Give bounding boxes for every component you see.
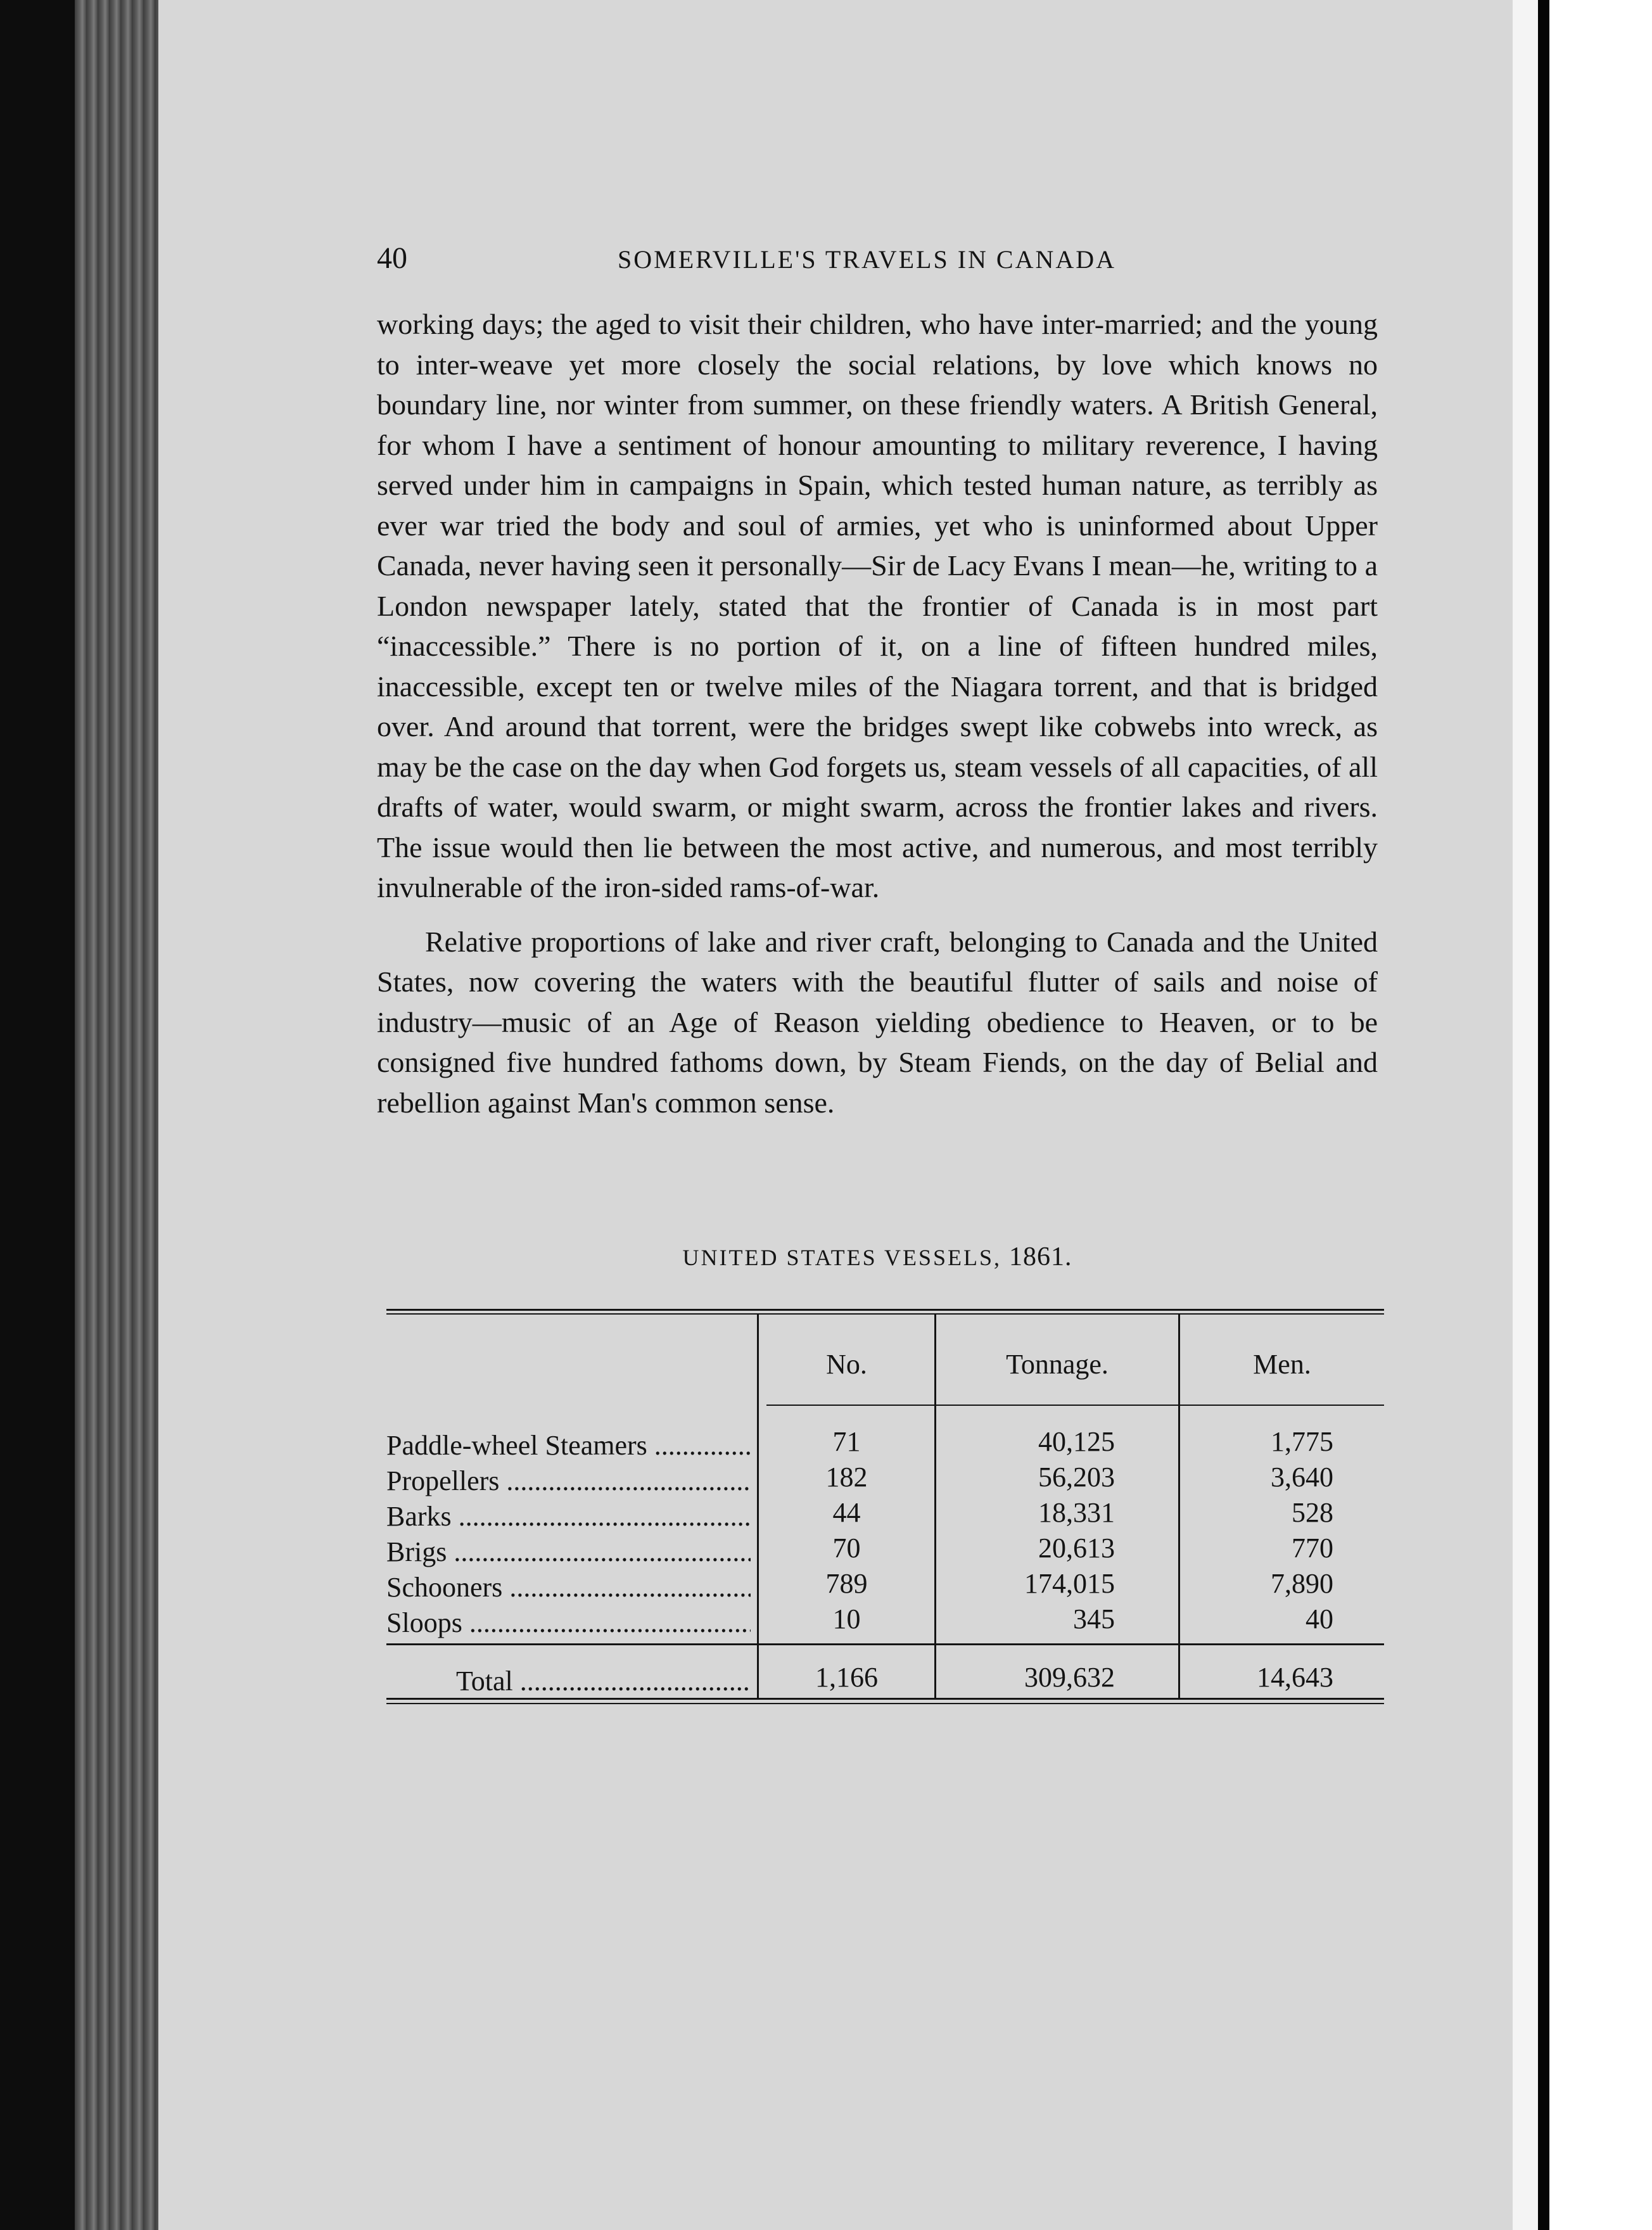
table-caption: [377, 1242, 1378, 1272]
table-row-label: Brigs .....: [386, 1536, 751, 1568]
table-row-label: Schooners .....: [386, 1571, 751, 1603]
table-cell-no: 71: [832, 1426, 861, 1457]
table-cell-tonnage: 56,203: [1038, 1462, 1115, 1493]
table-cell-no: 789: [825, 1568, 868, 1599]
table-cell-tonnage: 18,331: [1038, 1497, 1115, 1528]
table-cell-no: 182: [825, 1462, 868, 1493]
table-cell-tonnage: 345: [1073, 1603, 1115, 1634]
table-row-label: Paddle-wheel Steamers .....: [386, 1429, 751, 1462]
table-cell-men: 1,775: [1271, 1426, 1333, 1457]
page-header: [377, 241, 1390, 279]
table-bottom-rule-2: [386, 1703, 1384, 1704]
table-row-label: Sloops .....: [386, 1607, 751, 1639]
running-head: SOMERVILLE'S TRAVELS IN CANADA: [618, 245, 1117, 274]
table-cell-no: 44: [832, 1497, 861, 1528]
table-cell-tonnage: 40,125: [1038, 1426, 1115, 1457]
paragraph-2: Relative proportions of lake and river craft, belonging to Canada and the United States, now covering the waters with the beautiful flutter of sails and noise of industry—music of an Age of Reason yielding obedience to Heaven, or to be consigned five hundred fathoms down, by Steam Fiends, on the day of Belial and rebellion against Man's common sense.: [377, 925, 1378, 1119]
table-cell-men: 528: [1292, 1497, 1333, 1528]
table-caption-text: UNITED STATES VESSELS,: [682, 1245, 1001, 1270]
column-header-no: No.: [826, 1349, 867, 1380]
column-header-men: Men.: [1253, 1349, 1311, 1380]
table-cell-no: 10: [832, 1603, 861, 1634]
scan-margin-bar: [1538, 0, 1549, 2230]
table-cell-men: 40: [1306, 1603, 1333, 1634]
table-total-no: 1,166: [815, 1662, 878, 1693]
table-cell-tonnage: 20,613: [1038, 1532, 1115, 1564]
body-text: [377, 304, 1378, 1123]
table-caption-year: 1861.: [1008, 1242, 1072, 1271]
table-top-rule-1: [386, 1309, 1384, 1311]
column-header-tonnage: Tonnage.: [1006, 1349, 1109, 1380]
table-top-rule-2: [386, 1313, 1384, 1315]
table-cell-tonnage: 174,015: [1024, 1568, 1115, 1599]
table-bottom-rule-1: [386, 1698, 1384, 1700]
page-edge: [1513, 0, 1538, 2230]
total-rule: [386, 1643, 1384, 1645]
scan-margin-dark: [0, 0, 75, 2230]
paragraph-1: working days; the aged to visit their children, who have inter-married; and the young to inter-weave yet more closely the social relations, by love which knows no boundary line, nor winter from summer, on these friendly waters. A British General, for whom I have a sentiment of honour amounting to military reverence, I having served under him in campaigns in Spain, which tested human nature, as terribly as ever war tried the body and soul of armies, yet who is uninformed about Upper Canada, never having seen it personally—Sir de Lacy Evans I mean—he, writing to a London newspaper lately, stated that the frontier of Canada is in most part “inaccessible.” There is no portion of it, on a line of fifteen hundred miles, inaccessible, except ten or twelve miles of the Niagara torrent, and that is bridged over. And around that torrent, were the bridges swept like cobwebs into wreck, as may be the case on the day when God forgets us, steam vessels of all capacities, of all drafts of water, would swarm, or might swarm, across the frontier lakes and rivers. The issue would then lie between the most active, and numerous, and most terribly invulnerable of the iron-sided rams-of-war.: [377, 308, 1378, 903]
table-cell-men: 7,890: [1271, 1568, 1333, 1599]
book-spine: [75, 0, 158, 2230]
table-row-label: Propellers .....: [386, 1465, 751, 1497]
table-cell-no: 70: [832, 1532, 861, 1564]
table-cell-men: 3,640: [1271, 1462, 1333, 1493]
table-cell-men: 770: [1292, 1532, 1333, 1564]
table-total-men: 14,643: [1257, 1662, 1333, 1693]
page-number: 40: [377, 241, 407, 275]
table-total-label: Total .....: [456, 1665, 751, 1697]
table-total-tonnage: 309,632: [1024, 1662, 1115, 1693]
table-row-label: Barks .....: [386, 1500, 751, 1532]
header-underline: [766, 1405, 1384, 1406]
vessels-table: [386, 1305, 1384, 1711]
